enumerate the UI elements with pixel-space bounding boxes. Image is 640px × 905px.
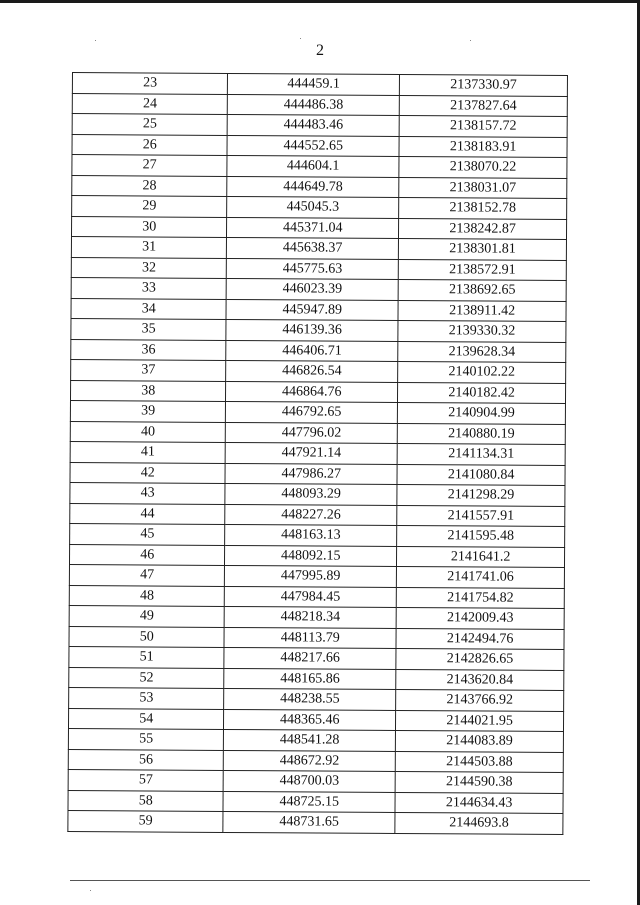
- table-row: [71, 298, 566, 322]
- y-coordinate-cell: 2140102.22: [398, 361, 566, 383]
- y-coordinate-cell: 2144083.89: [395, 730, 563, 752]
- y-coordinate-cell: 2144503.88: [395, 751, 563, 773]
- table-row: [71, 216, 566, 240]
- y-coordinate-cell: 2143620.84: [396, 669, 564, 691]
- x-coordinate-cell: 448731.65: [223, 811, 395, 833]
- y-coordinate-cell: 2140880.19: [397, 423, 565, 445]
- point-number-cell: 59: [68, 810, 224, 831]
- point-number-cell: 26: [72, 134, 228, 155]
- point-number-cell: 28: [72, 175, 228, 196]
- point-number-cell: 46: [69, 544, 225, 565]
- x-coordinate-cell: 446792.65: [226, 401, 398, 423]
- table-row: [70, 441, 565, 465]
- y-coordinate-cell: 2141754.82: [396, 587, 564, 609]
- x-coordinate-cell: 446023.39: [227, 278, 399, 300]
- table-row: [68, 708, 563, 732]
- y-coordinate-cell: 2138157.72: [399, 116, 567, 138]
- point-number-cell: 42: [70, 462, 226, 483]
- table-row: [69, 585, 564, 609]
- x-coordinate-cell: 444459.1: [228, 73, 400, 95]
- y-coordinate-cell: 2140904.99: [397, 402, 565, 424]
- x-coordinate-cell: 448725.15: [223, 791, 395, 813]
- point-number-cell: 44: [70, 503, 226, 524]
- page-number: 2: [316, 42, 324, 59]
- point-number-cell: 25: [72, 114, 228, 135]
- y-coordinate-cell: 2138301.81: [398, 238, 566, 260]
- x-coordinate-cell: 448541.28: [224, 729, 396, 751]
- y-coordinate-cell: 2137330.97: [399, 75, 567, 97]
- table-row: [72, 196, 567, 220]
- y-coordinate-cell: 2138572.91: [398, 259, 566, 281]
- x-coordinate-cell: 446406.71: [226, 340, 398, 362]
- x-coordinate-cell: 446826.54: [226, 360, 398, 382]
- point-number-cell: 49: [69, 605, 225, 626]
- table-row: [72, 175, 567, 199]
- x-coordinate-cell: 448165.86: [224, 668, 396, 690]
- point-number-cell: 32: [71, 257, 227, 278]
- x-coordinate-cell: 448093.29: [225, 483, 397, 505]
- table-row: [69, 667, 564, 691]
- coordinates-table: [67, 72, 568, 835]
- table-row: [72, 114, 567, 138]
- y-coordinate-cell: 2144590.38: [395, 771, 563, 793]
- table-row: [70, 503, 565, 527]
- y-coordinate-cell: 2138242.87: [399, 218, 567, 240]
- y-coordinate-cell: 2141641.2: [397, 546, 565, 568]
- y-coordinate-cell: 2141298.29: [397, 484, 565, 506]
- x-coordinate-cell: 447796.02: [226, 422, 398, 444]
- y-coordinate-cell: 2138031.07: [399, 177, 567, 199]
- y-coordinate-cell: 2138692.65: [398, 279, 566, 301]
- scan-speck: [470, 40, 471, 41]
- x-coordinate-cell: 444486.38: [228, 94, 400, 116]
- point-number-cell: 23: [72, 73, 228, 94]
- scan-speck: [95, 40, 96, 41]
- scan-speck: [300, 38, 301, 39]
- table-row: [68, 769, 563, 793]
- point-number-cell: 37: [71, 359, 227, 380]
- x-coordinate-cell: 445371.04: [227, 217, 399, 239]
- x-coordinate-cell: 448700.03: [224, 770, 396, 792]
- x-coordinate-cell: 447995.89: [225, 565, 397, 587]
- y-coordinate-cell: 2141557.91: [397, 505, 565, 527]
- y-coordinate-cell: 2139330.32: [398, 320, 566, 342]
- y-coordinate-cell: 2138183.91: [399, 136, 567, 158]
- y-coordinate-cell: 2138070.22: [399, 156, 567, 178]
- point-number-cell: 34: [71, 298, 227, 319]
- y-coordinate-cell: 2138152.78: [399, 197, 567, 219]
- point-number-cell: 38: [70, 380, 226, 401]
- y-coordinate-cell: 2141741.06: [396, 566, 564, 588]
- y-coordinate-cell: 2140182.42: [398, 382, 566, 404]
- y-coordinate-cell: 2144021.95: [396, 710, 564, 732]
- x-coordinate-cell: 447984.45: [225, 586, 397, 608]
- point-number-cell: 36: [71, 339, 227, 360]
- point-number-cell: 27: [72, 155, 228, 176]
- coordinates-table-body: [68, 73, 568, 835]
- x-coordinate-cell: 448227.26: [225, 504, 397, 526]
- y-coordinate-cell: 2139628.34: [398, 341, 566, 363]
- point-number-cell: 50: [69, 626, 225, 647]
- point-number-cell: 52: [69, 667, 225, 688]
- point-number-cell: 40: [70, 421, 226, 442]
- x-coordinate-cell: 444604.1: [227, 155, 399, 177]
- table-row: [71, 257, 566, 281]
- table-row: [71, 236, 566, 260]
- table-row: [71, 359, 566, 383]
- x-coordinate-cell: 447921.14: [226, 442, 398, 464]
- table-row: [71, 339, 566, 363]
- y-coordinate-cell: 2143766.92: [396, 689, 564, 711]
- y-coordinate-cell: 2141080.84: [397, 464, 565, 486]
- table-row: [72, 134, 567, 158]
- bottom-scan-line: [70, 880, 590, 881]
- x-coordinate-cell: 448365.46: [224, 709, 396, 731]
- table-row: [69, 605, 564, 629]
- point-number-cell: 56: [68, 749, 224, 770]
- x-coordinate-cell: 448113.79: [224, 627, 396, 649]
- table-row: [72, 93, 567, 117]
- point-number-cell: 33: [71, 277, 227, 298]
- table-row: [70, 421, 565, 445]
- table-row: [70, 462, 565, 486]
- y-coordinate-cell: 2142826.65: [396, 648, 564, 670]
- x-coordinate-cell: 446139.36: [226, 319, 398, 341]
- table-row: [69, 646, 564, 670]
- y-coordinate-cell: 2141134.31: [397, 443, 565, 465]
- table-row: [72, 155, 567, 179]
- y-coordinate-cell: 2137827.64: [399, 95, 567, 117]
- table-row: [70, 523, 565, 547]
- table-row: [69, 626, 564, 650]
- x-coordinate-cell: 447986.27: [225, 463, 397, 485]
- table-row: [68, 810, 563, 834]
- point-number-cell: 43: [70, 482, 226, 503]
- point-number-cell: 51: [69, 646, 225, 667]
- point-number-cell: 54: [68, 708, 224, 729]
- x-coordinate-cell: 446864.76: [226, 381, 398, 403]
- y-coordinate-cell: 2138911.42: [398, 300, 566, 322]
- x-coordinate-cell: 444552.65: [227, 135, 399, 157]
- table-row: [72, 73, 567, 97]
- x-coordinate-cell: 445045.3: [227, 196, 399, 218]
- point-number-cell: 29: [72, 196, 228, 217]
- y-coordinate-cell: 2144634.43: [395, 792, 563, 814]
- table-row: [70, 482, 565, 506]
- point-number-cell: 30: [71, 216, 227, 237]
- table-row: [70, 380, 565, 404]
- point-number-cell: 24: [72, 93, 228, 114]
- y-coordinate-cell: 2144693.8: [395, 812, 563, 834]
- x-coordinate-cell: 445947.89: [226, 299, 398, 321]
- point-number-cell: 47: [69, 564, 225, 585]
- table-row: [70, 400, 565, 424]
- x-coordinate-cell: 448163.13: [225, 524, 397, 546]
- x-coordinate-cell: 448217.66: [224, 647, 396, 669]
- point-number-cell: 55: [68, 728, 224, 749]
- point-number-cell: 41: [70, 441, 226, 462]
- x-coordinate-cell: 448672.92: [224, 750, 396, 772]
- table-row: [71, 318, 566, 342]
- table-row: [69, 687, 564, 711]
- table-row: [68, 749, 563, 773]
- point-number-cell: 45: [70, 523, 226, 544]
- scan-speck: [90, 890, 91, 891]
- scan-edge-top: [0, 0, 640, 3]
- x-coordinate-cell: 444483.46: [228, 114, 400, 136]
- point-number-cell: 53: [69, 687, 225, 708]
- point-number-cell: 48: [69, 585, 225, 606]
- x-coordinate-cell: 448218.34: [225, 606, 397, 628]
- table-row: [68, 790, 563, 814]
- x-coordinate-cell: 448092.15: [225, 545, 397, 567]
- y-coordinate-cell: 2142009.43: [396, 607, 564, 629]
- table-row: [69, 564, 564, 588]
- x-coordinate-cell: 445775.63: [227, 258, 399, 280]
- y-coordinate-cell: 2142494.76: [396, 628, 564, 650]
- point-number-cell: 35: [71, 318, 227, 339]
- x-coordinate-cell: 445638.37: [227, 237, 399, 259]
- table-row: [69, 544, 564, 568]
- point-number-cell: 31: [71, 236, 227, 257]
- y-coordinate-cell: 2141595.48: [397, 525, 565, 547]
- x-coordinate-cell: 448238.55: [224, 688, 396, 710]
- table-row: [71, 277, 566, 301]
- point-number-cell: 39: [70, 400, 226, 421]
- point-number-cell: 58: [68, 790, 224, 811]
- x-coordinate-cell: 444649.78: [227, 176, 399, 198]
- table-row: [68, 728, 563, 752]
- point-number-cell: 57: [68, 769, 224, 790]
